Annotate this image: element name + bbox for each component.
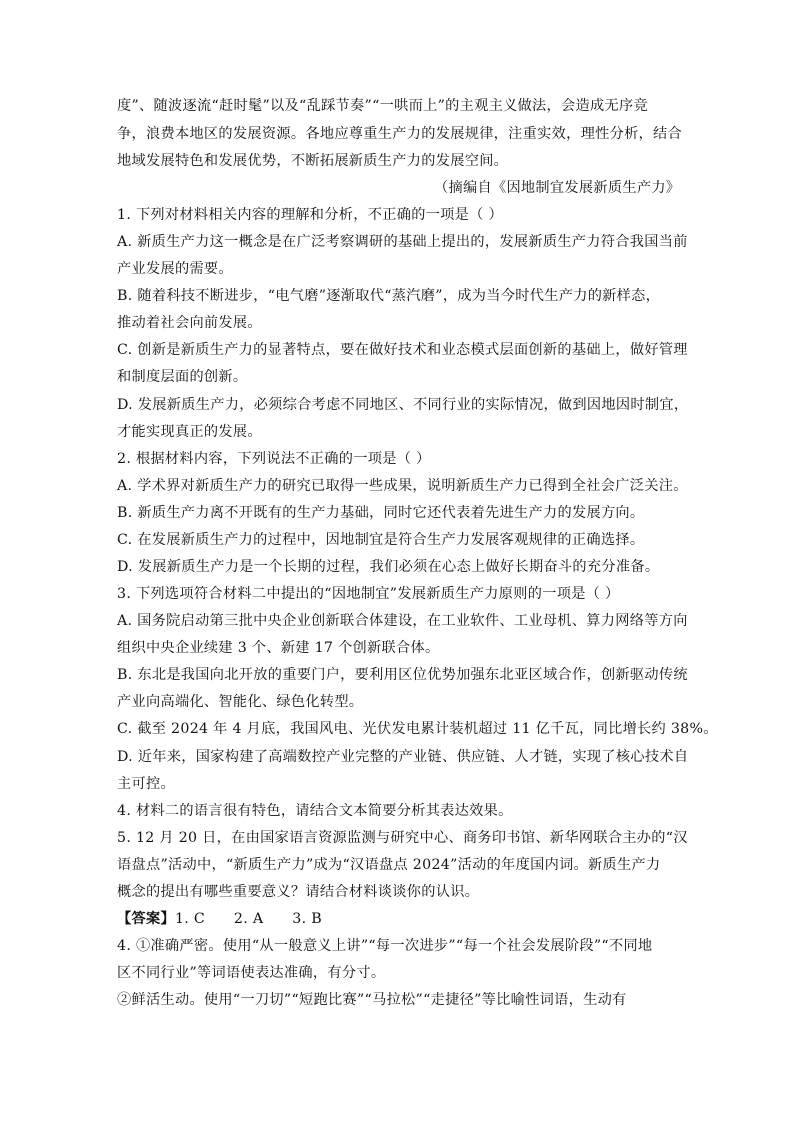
- question-2-option-c: C. 在发展新质生产力的过程中，因地制宜是符合生产力发展客观规律的正确选择。: [117, 532, 645, 548]
- question-1-stem: 1. 下列对材料相关内容的理解和分析，不正确的一项是（ ）: [117, 207, 503, 223]
- question-3-option-c: C. 截至 2024 年 4 月底，我国风电、光伏发电累计装机超过 11 亿千瓦，同比增长约 38%。: [117, 721, 718, 737]
- answer-choices: 1. C 2. A 3. B: [174, 911, 322, 927]
- question-1-option-a-line-1: A. 新质生产力这一概念是在广泛考察调研的基础上提出的，发展新质生产力符合我国当前: [117, 234, 688, 250]
- intro-line-3: 地域发展特色和发展优势，不断拓展新质生产力的发展空间。: [117, 153, 509, 169]
- answer-4-line-3: ②鲜活生动。使用“一刀切”“短跑比赛”“马拉松”“走捷径”等比喻性词语，生动有: [117, 992, 627, 1008]
- answer-4-line-2: 区不同行业”等词语使表达准确，有分寸。: [117, 965, 386, 981]
- question-2-stem: 2. 根据材料内容，下列说法不正确的一项是（ ）: [117, 451, 431, 467]
- question-1-option-c-line-1: C. 创新是新质生产力的显著特点，要在做好技术和业态模式层面创新的基础上，做好管理: [117, 342, 688, 358]
- question-5-stem-line-1: 5. 12 月 20 日，在由国家语言资源监测与研究中心、商务印书馆、新华网联合主办的“汉: [117, 830, 688, 846]
- question-2-option-a: A. 学术界对新质生产力的研究已取得一些成果，说明新质生产力已得到全社会广泛关注。: [117, 478, 688, 494]
- question-3-option-b-line-2: 产业向高端化、智能化、绿色化转型。: [117, 694, 364, 710]
- question-3-option-a-line-1: A. 国务院启动第三批中央企业创新联合体建设，在工业软件、工业母机、算力网络等方向: [117, 613, 688, 629]
- question-5-stem-line-2: 语盘点”活动中，“新质生产力”成为“汉语盘点 2024”活动的年度国内词。新质生产力: [117, 857, 661, 873]
- question-1-option-d-line-2: 才能实现真正的发展。: [117, 424, 262, 440]
- answer-line: [117, 909, 322, 929]
- question-1-option-b-line-2: 推动着社会向前发展。: [117, 315, 262, 331]
- question-4-stem: 4. 材料二的语言很有特色，请结合文本简要分析其表达效果。: [117, 803, 513, 819]
- question-2-option-b: B. 新质生产力离不开既有的生产力基础，同时它还代表着先进生产力的发展方向。: [117, 505, 645, 521]
- question-2-option-d: D. 发展新质生产力是一个长期的过程，我们必须在心态上做好长期奋斗的充分准备。: [117, 559, 660, 575]
- question-1-option-d-line-1: D. 发展新质生产力，必须综合考虑不同地区、不同行业的实际情况，做到因地因时制宜，: [117, 397, 689, 413]
- answer-tag: 【答案】: [117, 911, 175, 927]
- question-3-option-a-line-2: 组织中央企业续建 3 个、新建 17 个创新联合体。: [117, 640, 440, 656]
- question-3-stem: 3. 下列选项符合材料二中提出的“因地制宜”发展新质生产力原则的一项是（ ）: [117, 586, 620, 602]
- answer-4-line-1: 4. ①准确严密。使用“从一般意义上讲”“每一次进步”“每一个社会发展阶段”“不同地: [117, 938, 653, 954]
- question-3-option-d-line-1: D. 近年来，国家构建了高端数控产业完整的产业链、供应链、人才链，实现了核心技术自: [117, 749, 689, 765]
- question-1-option-c-line-2: 和制度层面的创新。: [117, 369, 248, 385]
- question-5-stem-line-3: 概念的提出有哪些重要意义？请结合材料谈谈你的认识。: [117, 884, 480, 900]
- question-1-option-b-line-1: B. 随着科技不断进步，“电气磨”逐渐取代“蒸汽磨”，成为当今时代生产力的新样态，: [117, 288, 661, 304]
- question-3-option-d-line-2: 主可控。: [117, 776, 175, 792]
- intro-line-2: 争，浪费本地区的发展资源。各地应尊重生产力的发展规律，注重实效，理性分析，结合: [117, 126, 683, 142]
- intro-line-1: 度”、随波逐流“赶时髦”以及“乱踩节奏”“一哄而上”的主观主义做法，会造成无序竞: [117, 98, 648, 114]
- question-1-option-a-line-2: 产业发展的需要。: [117, 261, 233, 277]
- question-3-option-b-line-1: B. 东北是我国向北开放的重要门户，要利用区位优势加强东北亚区域合作，创新驱动传统: [117, 667, 688, 683]
- source-note: （摘编自《因地制宜发展新质生产力》: [434, 180, 681, 196]
